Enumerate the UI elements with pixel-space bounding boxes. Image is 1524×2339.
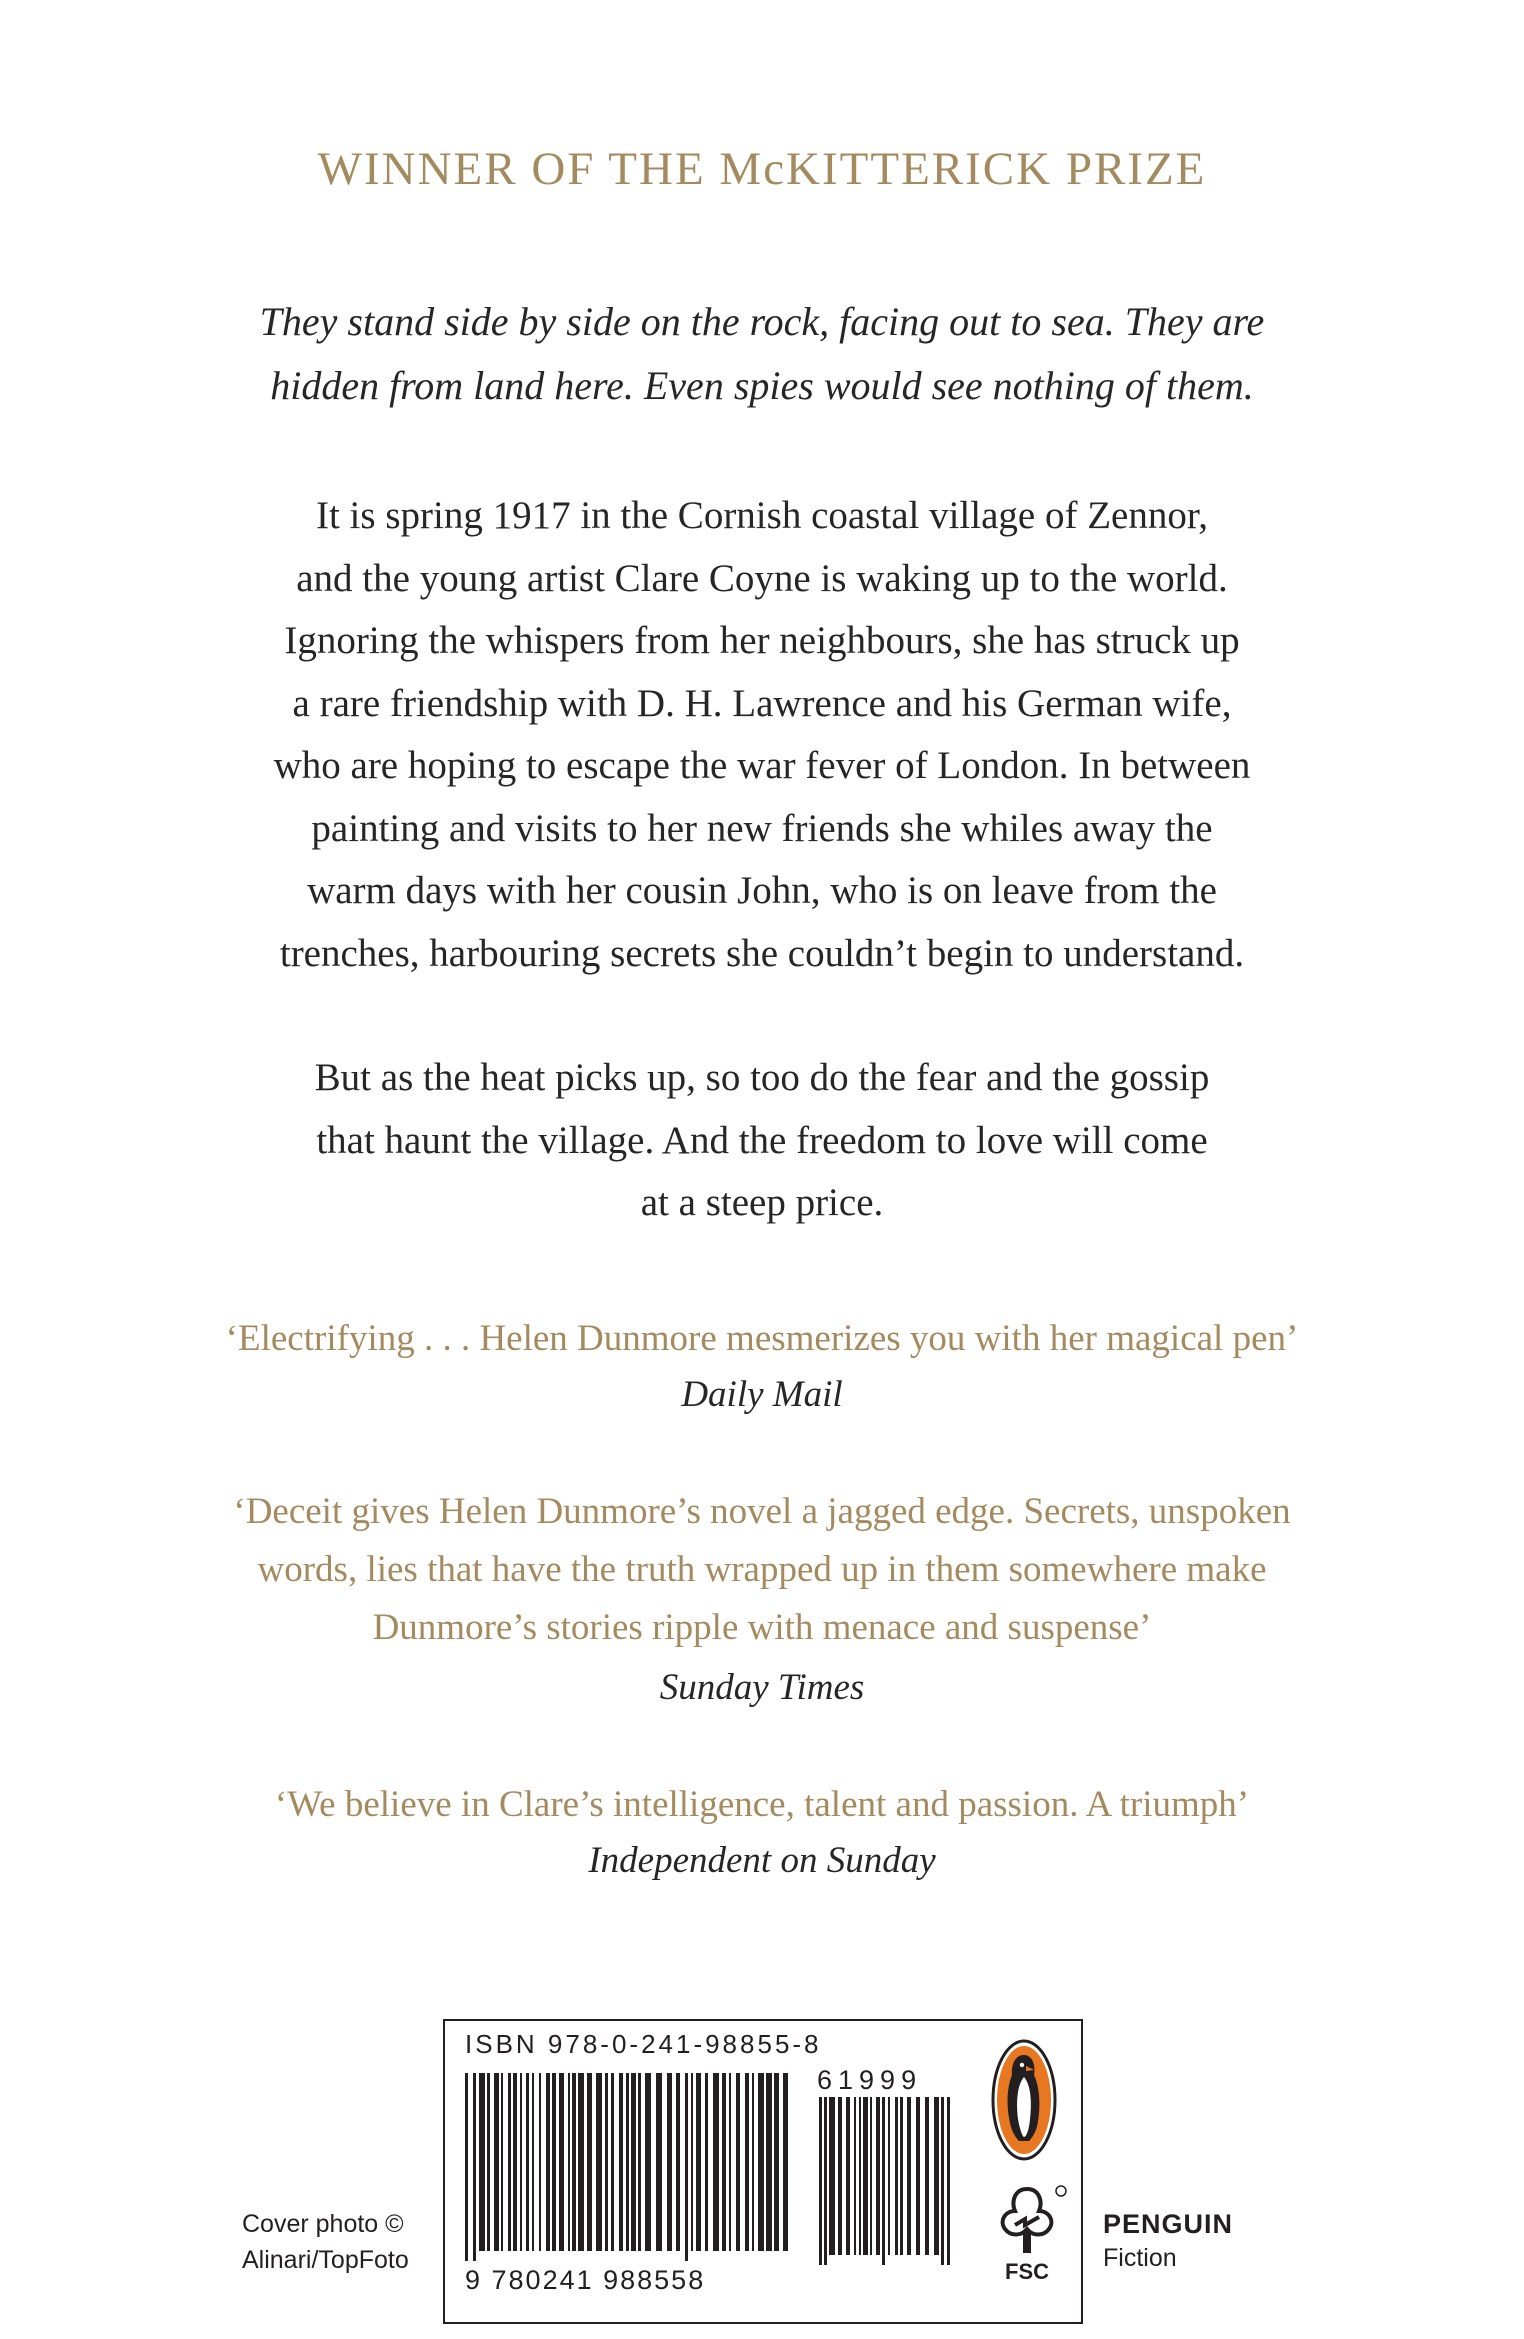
blurb-line: But as the heat picks up, so too do the fear and the gossip bbox=[314, 1056, 1210, 1099]
review-quote-line: ‘Deceit gives Helen Dunmore’s novel a jagged edge. Secrets, unspoken bbox=[233, 1491, 1291, 1532]
blurb-line: who are hoping to escape the war fever of London. In between bbox=[273, 744, 1251, 787]
barcode-bar bbox=[824, 2097, 827, 2265]
blurb-line: It is spring 1917 in the Cornish coastal village of Zennor, bbox=[315, 494, 1209, 537]
barcode-bar bbox=[526, 2073, 529, 2251]
penguin-logo-icon bbox=[991, 2039, 1057, 2161]
review-quote-line: Dunmore’s stories ripple with menace and suspense’ bbox=[372, 1607, 1152, 1648]
barcode-bar bbox=[907, 2097, 911, 2255]
barcode-bar bbox=[508, 2073, 511, 2251]
barcode-bar bbox=[645, 2073, 651, 2251]
barcode-bar bbox=[838, 2097, 842, 2255]
barcode-bar bbox=[568, 2073, 570, 2251]
barcode-bar bbox=[638, 2073, 641, 2251]
barcode-bar bbox=[859, 2097, 861, 2255]
publisher-name: PENGUIN bbox=[1103, 2209, 1234, 2239]
addon-bars bbox=[819, 2097, 959, 2287]
review-source: Independent on Sunday bbox=[588, 1840, 936, 1881]
blurb-line: a rare friendship with D. H. Lawrence and his German wife, bbox=[292, 681, 1232, 725]
blurb-line: at a steep price. bbox=[640, 1181, 884, 1224]
barcode-bar bbox=[758, 2073, 764, 2251]
blurb-line: painting and visits to her new friends she whiles away the bbox=[311, 806, 1213, 850]
barcode-bar bbox=[520, 2073, 522, 2251]
blurb-line: Ignoring the whispers from her neighbours, she has struck up bbox=[284, 619, 1240, 662]
barcode-bar bbox=[513, 2073, 517, 2251]
barcode-bar bbox=[494, 2073, 499, 2251]
barcode-bars bbox=[465, 2073, 795, 2263]
epigraph-line: hidden from land here. Even spies would see nothing of them. bbox=[270, 363, 1254, 408]
blurb-paragraph-1 bbox=[0, 485, 1524, 985]
barcode-panel bbox=[443, 2019, 1083, 2324]
barcode-bar bbox=[729, 2073, 731, 2251]
blurb-line: trenches, harbouring secrets she couldn’t begin to understand. bbox=[279, 931, 1245, 975]
barcode-bar bbox=[626, 2073, 629, 2251]
credit-line: Cover photo © bbox=[242, 2210, 404, 2238]
barcode-bar bbox=[667, 2073, 672, 2251]
barcode-bar bbox=[819, 2097, 822, 2265]
barcode-bar bbox=[572, 2073, 576, 2251]
barcode-bar bbox=[587, 2073, 592, 2251]
barcode-bar bbox=[745, 2073, 749, 2251]
barcode-bar bbox=[685, 2073, 688, 2261]
review-quote-line: ‘Electrifying . . . Helen Dunmore mesmerizes you with her magical pen’ bbox=[225, 1318, 1299, 1359]
barcode-bar bbox=[605, 2073, 608, 2251]
review-quote bbox=[0, 1776, 1524, 1834]
barcode-bar bbox=[916, 2097, 920, 2255]
barcode-bar bbox=[501, 2073, 503, 2251]
review-quote bbox=[0, 1483, 1524, 1657]
review-source: Sunday Times bbox=[659, 1667, 865, 1708]
barcode-bar bbox=[722, 2073, 726, 2251]
barcode-bar bbox=[783, 2073, 788, 2251]
epigraph-line: They stand side by side on the rock, facing out to sea. They are bbox=[259, 299, 1265, 344]
barcode-bar bbox=[559, 2073, 564, 2251]
barcode-bar bbox=[863, 2097, 868, 2255]
barcode-digits: 9 780241 988558 bbox=[465, 2265, 706, 2295]
barcode-bar bbox=[473, 2073, 476, 2261]
barcode-bar bbox=[696, 2073, 701, 2251]
prize-heading: WINNER OF THE McKITTERICK PRIZE bbox=[317, 143, 1207, 195]
fsc-label: FSC bbox=[1005, 2259, 1049, 2284]
barcode-bar bbox=[870, 2097, 872, 2255]
fsc-logo-icon bbox=[985, 2181, 1069, 2285]
review-source: Daily Mail bbox=[681, 1374, 843, 1415]
review-quote-line: words, lies that have the truth wrapped up in them somewhere make bbox=[257, 1549, 1267, 1590]
barcode-bar bbox=[619, 2073, 623, 2251]
barcode-bar bbox=[552, 2073, 556, 2251]
barcode-bar bbox=[705, 2073, 708, 2251]
barcode-bar bbox=[888, 2097, 890, 2255]
barcode-bar bbox=[611, 2073, 614, 2251]
epigraph bbox=[0, 290, 1524, 418]
barcode-bar bbox=[900, 2097, 903, 2255]
barcode-bar bbox=[941, 2097, 944, 2265]
blurb-line: that haunt the village. And the freedom to love will come bbox=[316, 1118, 1208, 1162]
barcode-bar bbox=[947, 2097, 950, 2265]
blurb-line: and the young artist Clare Coyne is waking up to the world. bbox=[296, 556, 1228, 600]
barcode-bar bbox=[465, 2073, 468, 2261]
barcode-bar bbox=[676, 2073, 680, 2251]
barcode-bar bbox=[846, 2097, 850, 2255]
barcode-bar bbox=[882, 2097, 885, 2265]
credit-line: Alinari/TopFoto bbox=[242, 2246, 409, 2274]
barcode-bar bbox=[596, 2073, 602, 2251]
barcode-bar bbox=[934, 2097, 939, 2255]
barcode-bar bbox=[487, 2073, 490, 2251]
blurb-paragraph-2 bbox=[0, 1047, 1524, 1235]
barcode-bar bbox=[691, 2073, 693, 2251]
barcode-bar bbox=[578, 2073, 584, 2251]
barcode-bar bbox=[539, 2073, 541, 2251]
barcode-bar bbox=[546, 2073, 550, 2251]
imprint bbox=[1103, 2207, 1233, 2275]
barcode-bar bbox=[656, 2073, 662, 2251]
review-quote-line: ‘We believe in Clare’s intelligence, talent and passion. A triumph’ bbox=[274, 1784, 1250, 1825]
barcode-bar bbox=[925, 2097, 929, 2255]
barcode-bar bbox=[736, 2073, 740, 2251]
cover-photo-credit bbox=[242, 2206, 409, 2278]
barcode-bar bbox=[713, 2073, 719, 2251]
review-quote bbox=[0, 1310, 1524, 1368]
addon-digits: 61999 bbox=[817, 2065, 923, 2095]
barcode-bar bbox=[895, 2097, 898, 2255]
barcode-bar bbox=[774, 2073, 779, 2251]
barcode-bar bbox=[752, 2073, 754, 2251]
barcode-bar bbox=[829, 2097, 835, 2255]
barcode-bar bbox=[766, 2073, 772, 2251]
barcode-bar bbox=[854, 2097, 856, 2255]
isbn-label: ISBN 978-0-241-98855-8 bbox=[465, 2029, 822, 2059]
category-label: Fiction bbox=[1103, 2244, 1177, 2272]
barcode-bar bbox=[631, 2073, 636, 2251]
barcode-bar bbox=[479, 2073, 485, 2251]
barcode-bar bbox=[876, 2097, 880, 2255]
blurb-line: warm days with her cousin John, who is on leave from the bbox=[307, 869, 1217, 912]
barcode-bar bbox=[532, 2073, 534, 2251]
